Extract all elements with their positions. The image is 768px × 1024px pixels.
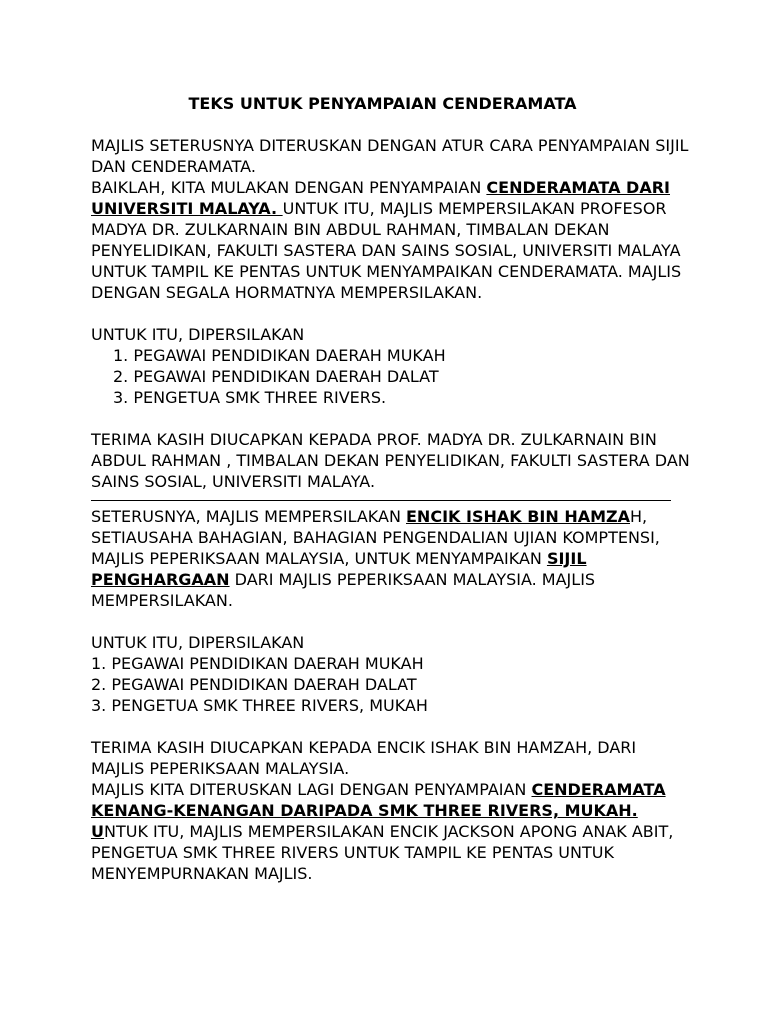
university-gift-text-end: UNTUK ITU, MAJLIS MEMPERSILAKAN PROFESOR MADYA DR. ZULKARNAIN BIN ABDUL RAHMAN, TIMBALAN DEKAN PENYELIDIKAN, FAKULTI SASTERA DAN SAINS SOSIAL, UNIVERSITI MALAYA UNTUK TAMPIL KE PENTAS UNTUK MENYAMPAIKAN CENDERAMATA. MAJLIS DENGAN SEGALA HORMATNYA MEMPERSILAKAN. xyxy=(91,199,682,302)
certificate-text-start: SETERUSNYA, MAJLIS MEMPERSILAKAN xyxy=(91,507,406,526)
invite-list-1-item: 1. PEGAWAI PENDIDIKAN DAERAH MUKAH xyxy=(113,346,446,365)
spacer xyxy=(91,611,691,632)
thanks-paragraph-2: TERIMA KASIH DIUCAPKAN KEPADA ENCIK ISHAK BIN HAMZAH, DARI MAJLIS PEPERIKSAAN MALAYSIA. xyxy=(91,738,637,778)
spacer xyxy=(91,408,691,429)
university-gift-text-start: BAIKLAH, KITA MULAKAN DENGAN PENYAMPAIAN xyxy=(91,178,487,197)
invite-heading-1: UNTUK ITU, DIPERSILAKAN xyxy=(91,325,305,344)
invite-list-2 xyxy=(91,653,691,716)
presenter-name-emphasis: ENCIK ISHAK BIN HAMZA xyxy=(406,507,630,526)
certificate-award-emphasis: SIJIL PENGHARGAAN xyxy=(91,549,587,589)
certificate-text-end: DARI MAJLIS PEPERIKSAAN MALAYSIA. MAJLIS MEMPERSILAKAN. xyxy=(91,570,596,610)
university-gift-emphasis: CENDERAMATA DARI UNIVERSITI MALAYA. xyxy=(91,178,670,218)
invite-list-1 xyxy=(91,345,691,408)
invite-list-1-item: 2. PEGAWAI PENDIDIKAN DAERAH DALAT xyxy=(113,367,439,386)
certificate-text-mid: H, SETIAUSAHA BAHAGIAN, BAHAGIAN PENGENDALIAN UJIAN KOMPTENSI, MAJLIS PEPERIKSAAN MALAYSIA, UNTUK MENYAMPAIKAN xyxy=(91,507,660,568)
section-divider xyxy=(91,493,671,501)
spacer xyxy=(91,303,691,324)
document-title: TEKS UNTUK PENYAMPAIAN CENDERAMATA xyxy=(188,94,577,113)
certificate-paragraph xyxy=(91,506,691,611)
invite-heading-2: UNTUK ITU, DIPERSILAKAN xyxy=(91,633,305,652)
university-gift-paragraph xyxy=(91,177,691,303)
school-gift-text-start: MAJLIS KITA DITERUSKAN LAGI DENGAN PENYAMPAIAN xyxy=(91,780,532,799)
school-gift-text-end: NTUK ITU, MAJLIS MEMPERSILAKAN ENCIK JACKSON APONG ANAK ABIT, PENGETUA SMK THREE RIVERS UNTUK TAMPIL KE PENTAS UNTUK MENYEMPURNAKAN MAJLIS. xyxy=(91,822,674,883)
school-gift-paragraph xyxy=(91,779,691,884)
intro-paragraph: MAJLIS SETERUSNYA DITERUSKAN DENGAN ATUR CARA PENYAMPAIAN SIJIL DAN CENDERAMATA. xyxy=(91,136,689,176)
invite-list-2-item: 2. PEGAWAI PENDIDIKAN DAERAH DALAT xyxy=(91,675,417,694)
thanks-paragraph-1: TERIMA KASIH DIUCAPKAN KEPADA PROF. MADYA DR. ZULKARNAIN BIN ABDUL RAHMAN , TIMBALAN DEKAN PENYELIDIKAN, FAKULTI SASTERA DAN SAINS SOSIAL, UNIVERSITI MALAYA. xyxy=(91,430,690,491)
invite-list-1-item: 3. PENGETUA SMK THREE RIVERS. xyxy=(113,388,387,407)
invite-list-2-item: 3. PENGETUA SMK THREE RIVERS, MUKAH xyxy=(91,696,428,715)
spacer xyxy=(91,716,691,737)
school-gift-emphasis: CENDERAMATA KENANG-KENANGAN DARIPADA SMK THREE RIVERS, MUKAH. U xyxy=(91,780,666,841)
invite-list-2-item: 1. PEGAWAI PENDIDIKAN DAERAH MUKAH xyxy=(91,654,424,673)
document-page xyxy=(91,93,691,884)
